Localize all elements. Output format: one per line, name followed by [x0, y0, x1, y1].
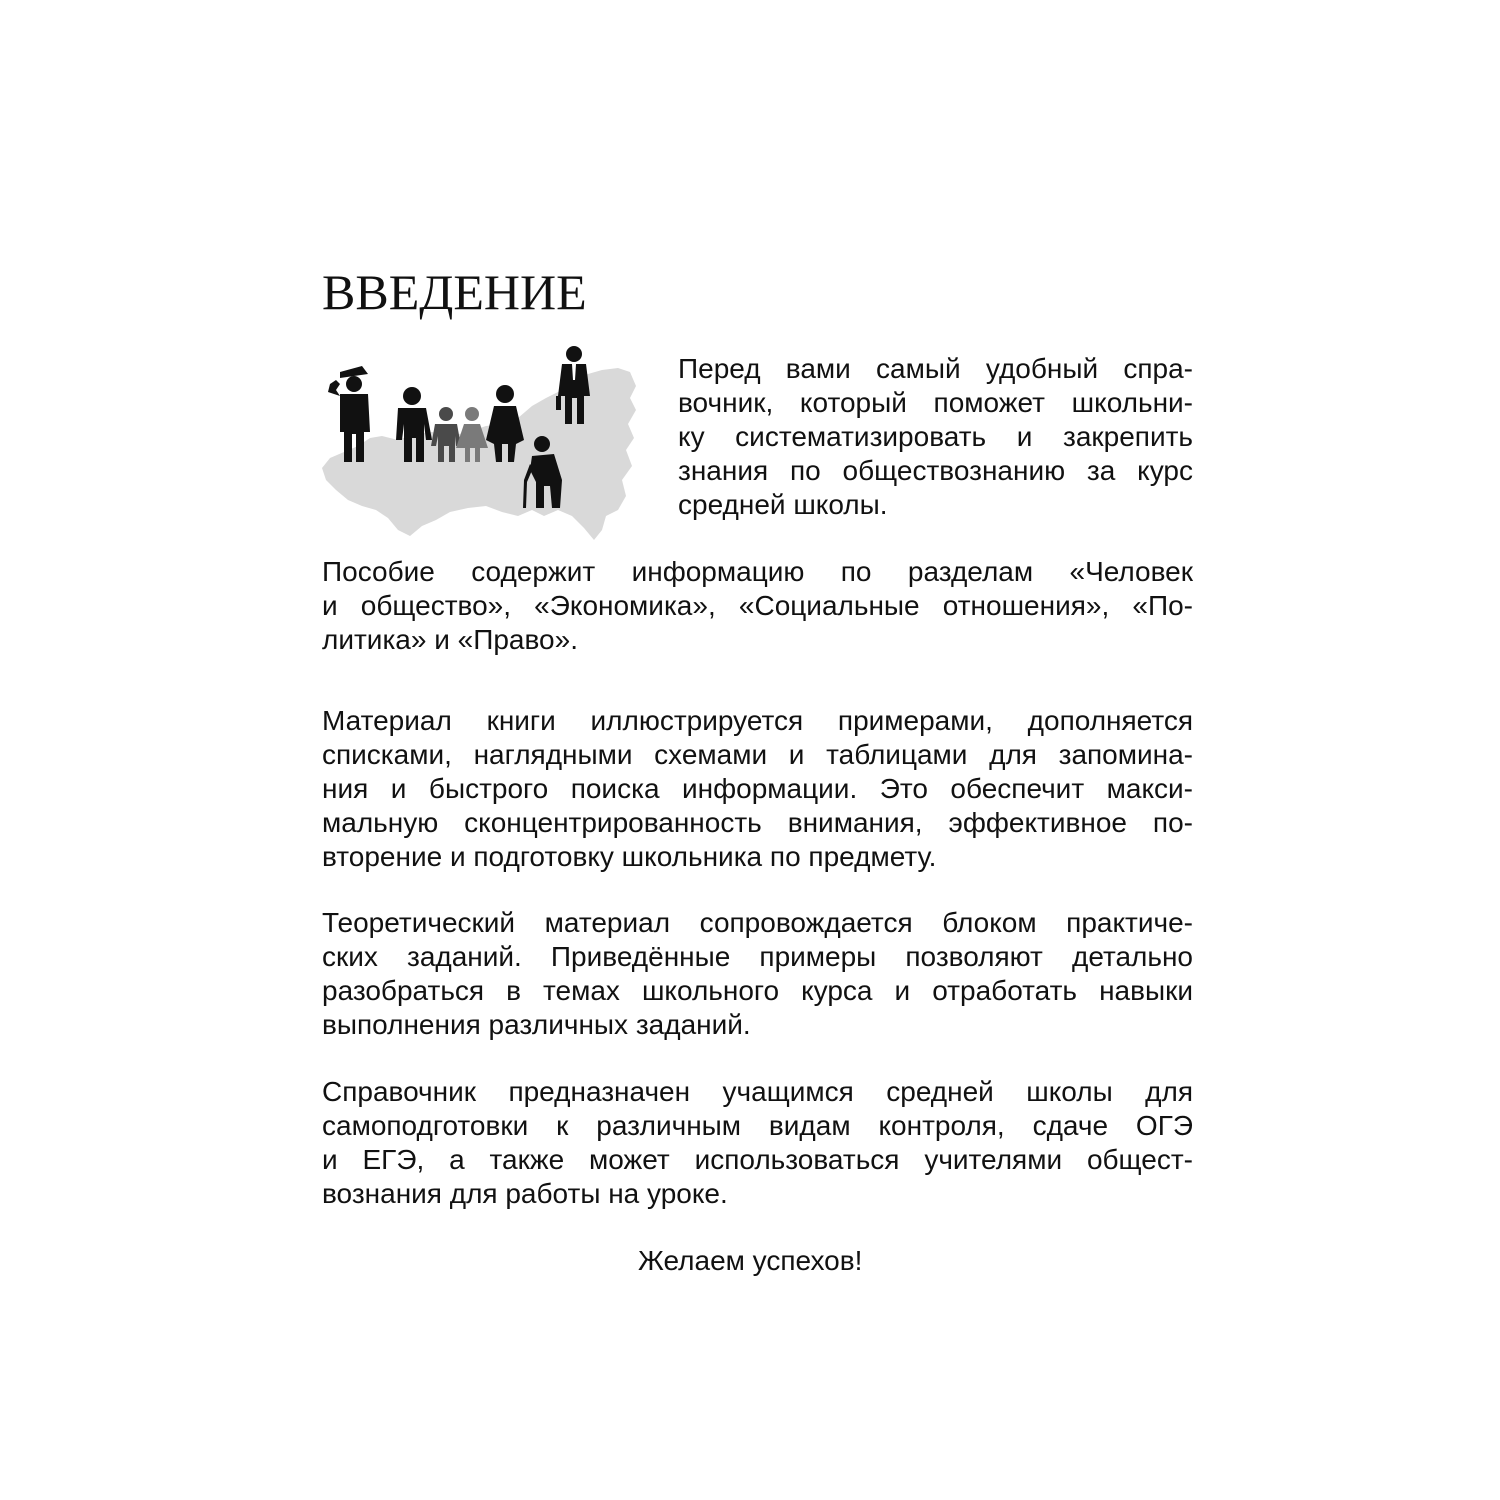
- paragraph-line: и ЕГЭ, а также может использоваться учителями общест-: [322, 1144, 1193, 1175]
- paragraph-line: ния и быстрого поиска информации. Это обеспечит макси-: [322, 773, 1193, 804]
- paragraph-line: ских заданий. Приведённые примеры позволяют детально: [322, 941, 1193, 972]
- intro-line: вочник, который поможет школьни-: [678, 387, 1193, 418]
- intro-line: знания по обществознанию за курс: [678, 455, 1193, 486]
- paragraph-line: Теоретический материал сопровождается блоком практиче-: [322, 907, 1193, 938]
- paragraph-line: Справочник предназначен учащимся средней школы для: [322, 1076, 1193, 1107]
- paragraph-line: литика» и «Право».: [322, 624, 578, 655]
- paragraph-line: Пособие содержит информацию по разделам «Человек: [322, 556, 1193, 587]
- paragraph-line: разобраться в темах школьного курса и отработать навыки: [322, 975, 1193, 1006]
- paragraph-line: и общество», «Экономика», «Социальные отношения», «По-: [322, 590, 1193, 621]
- society-illustration: [318, 340, 643, 545]
- closing-wish: Желаем успехов!: [638, 1245, 863, 1276]
- paragraph-line: самоподготовки к различным видам контроля, сдаче ОГЭ: [322, 1110, 1193, 1141]
- intro-text: [678, 352, 1193, 522]
- paragraph-line: мальную сконцентрированность внимания, эффективное по-: [322, 807, 1193, 838]
- officer-icon: [328, 366, 370, 462]
- paragraph-material: [322, 704, 1193, 874]
- paragraph-line: списками, наглядными схемами и таблицами для запомина-: [322, 739, 1193, 770]
- paragraph-line: Материал книги иллюстрируется примерами, дополняется: [322, 705, 1193, 736]
- paragraph-line: вторение и подготовку школьника по предмету.: [322, 841, 937, 872]
- intro-line: Перед вами самый удобный спра-: [678, 353, 1193, 384]
- intro-line: средней школы.: [678, 489, 888, 520]
- paragraph-line: вознания для работы на уроке.: [322, 1178, 728, 1209]
- intro-line: ку систематизировать и закрепить: [678, 421, 1193, 452]
- paragraph-sections: [322, 555, 1193, 657]
- paragraph-audience: [322, 1075, 1193, 1211]
- paragraph-practice: [322, 906, 1193, 1042]
- paragraph-line: выполнения различных заданий.: [322, 1009, 751, 1040]
- page-title: ВВЕДЕНИЕ: [322, 264, 587, 320]
